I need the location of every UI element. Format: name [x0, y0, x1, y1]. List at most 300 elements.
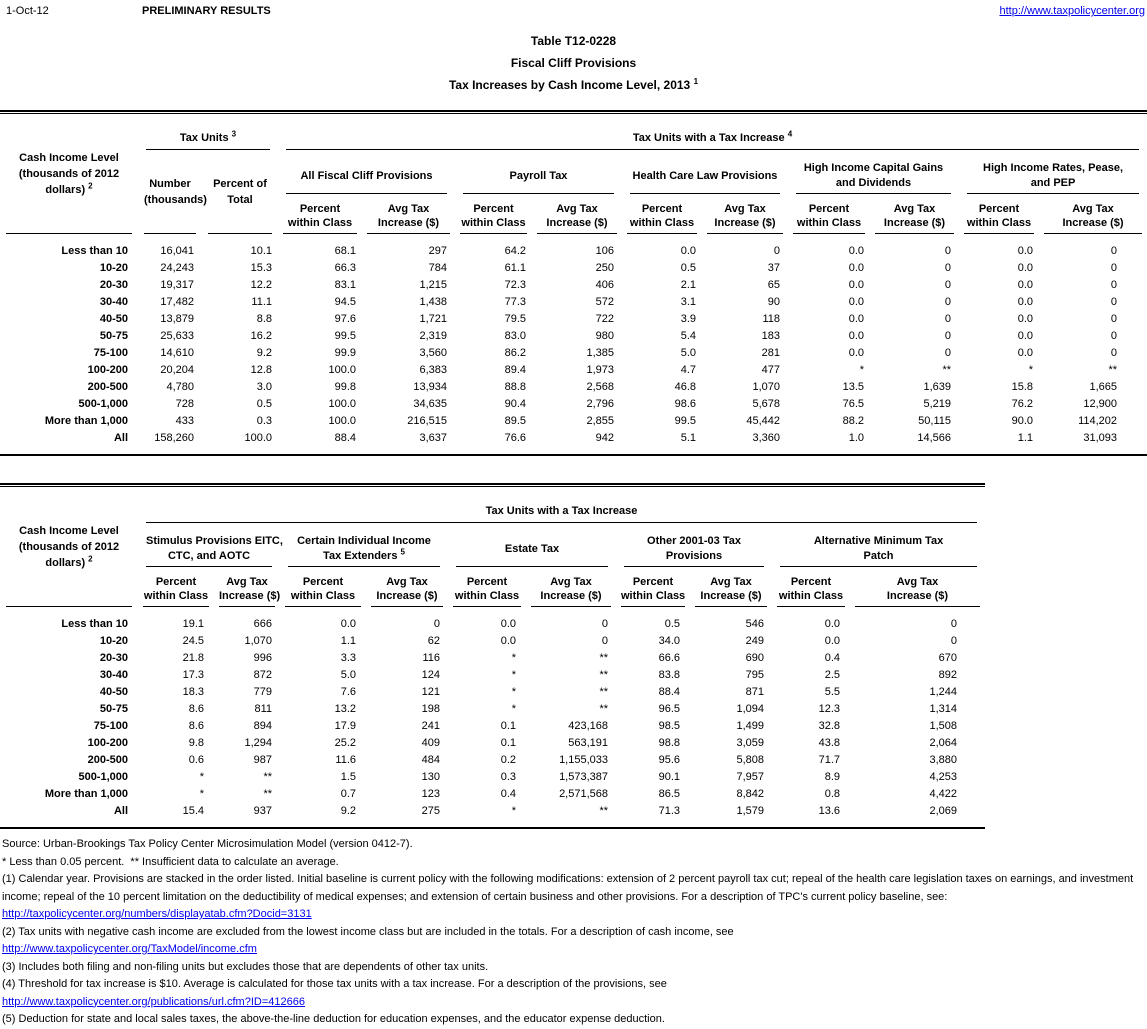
table-cell: 1.1	[1017, 432, 1033, 444]
group-header-stimulus-provisions: Stimulus Provisions EITC, CTC, and AOTC	[138, 523, 280, 567]
table-cell: 13,934	[413, 381, 447, 393]
table-cell: 670	[938, 652, 958, 664]
table-row	[0, 277, 1147, 294]
col-header-avg-tax-increase: Avg Tax Increase ($)	[532, 194, 622, 234]
table-description-title: Tax Increases by Cash Income Level, 2013 $^1$	[448, 77, 699, 92]
table-cell: 12.2	[250, 279, 272, 291]
table-cell: 0	[944, 347, 951, 359]
table-cell: 76.2	[1011, 398, 1033, 410]
table-cell: 1.5	[340, 771, 356, 783]
table-cell: 45,442	[746, 415, 780, 427]
table-cell: *	[199, 788, 204, 800]
table-cell: 89.5	[504, 415, 526, 427]
table-cell: 90.0	[1011, 415, 1033, 427]
table-cell: **	[599, 686, 608, 698]
col-header-percent-within-class: Percent within Class	[622, 194, 702, 234]
col-header-avg-tax-increase: Avg Tax Increase ($)	[702, 194, 788, 234]
row-label: 40-50	[99, 313, 128, 325]
col-header-avg-tax-increase: Avg Tax Increase ($)	[526, 567, 616, 607]
row-label: 200-500	[87, 754, 128, 766]
table-cell: 996	[253, 652, 272, 664]
table-cell: 83.8	[658, 669, 680, 681]
table-cell: 50,115	[918, 415, 951, 427]
table-cell: 1,579	[736, 805, 764, 817]
table-row	[0, 752, 985, 769]
table-cell: 98.8	[658, 737, 680, 749]
table-row	[0, 260, 1147, 277]
table2-bottom-rule	[0, 827, 985, 829]
table-cell: 2,796	[586, 398, 614, 410]
table-cell: 795	[745, 669, 764, 681]
table-cell: 21.8	[182, 652, 204, 664]
table-cell: 94.5	[334, 296, 356, 308]
table-cell: 83.0	[504, 330, 526, 342]
table-cell: 99.8	[334, 381, 356, 393]
table-cell: *	[511, 805, 516, 817]
table-cell: 5,219	[923, 398, 951, 410]
table-cell: 8,842	[736, 788, 764, 800]
table-cell: 722	[595, 313, 614, 325]
col-header-percent-within-class: Percent within Class	[788, 194, 870, 234]
table1-body	[0, 234, 1147, 447]
table-cell: 9.2	[256, 347, 272, 359]
table-cell: 1,215	[419, 279, 447, 291]
table-cell: 409	[421, 737, 440, 749]
table-cell: 6,383	[419, 364, 447, 376]
table-row	[0, 294, 1147, 311]
row-label: 30-40	[99, 296, 128, 308]
table-row	[0, 345, 1147, 362]
footnote-text: (4) Threshold for tax increase is $10. Average is calculated for those tax units with a tax increase. For a description of the provisions, see	[2, 978, 667, 990]
table-cell: 0.8	[824, 788, 840, 800]
table1-bottom-rule	[0, 454, 1147, 456]
table-cell: 116	[422, 652, 440, 664]
table-cell: 0.0	[500, 618, 516, 630]
table-cell: 980	[595, 330, 614, 342]
table-cell: 0	[773, 245, 780, 257]
table-cell: 0.0	[848, 262, 864, 274]
table-cell: 0	[950, 618, 958, 630]
table-cell: 46.8	[674, 381, 696, 393]
row-label: 75-100	[93, 347, 128, 359]
footnote-url[interactable]: http://www.taxpolicycenter.org/TaxModel/income.cfm	[2, 943, 257, 955]
table-cell: 1,639	[923, 381, 951, 393]
table-cell: 3,880	[929, 754, 958, 766]
table1-section	[0, 110, 1147, 456]
table-cell: 98.5	[658, 720, 680, 732]
table-cell: 0.0	[680, 245, 696, 257]
table-cell: 0	[433, 618, 440, 630]
table-cell: 8.9	[824, 771, 840, 783]
table-cell: 1,499	[736, 720, 764, 732]
table-cell: 0.2	[500, 754, 516, 766]
col-header-avg-tax-increase: Avg Tax Increase ($)	[690, 567, 772, 607]
table-cell: 7,957	[736, 771, 764, 783]
table-cell: 2,319	[419, 330, 447, 342]
row-label: All	[113, 805, 128, 817]
table-cell: 0	[1110, 279, 1118, 291]
table-cell: 66.6	[658, 652, 680, 664]
table-cell: 9.2	[340, 805, 356, 817]
table-cell: 13.6	[818, 805, 840, 817]
table-cell: 1,665	[1089, 381, 1118, 393]
col-header-percent-within-class: Percent within Class	[280, 567, 366, 607]
table-cell: 158,260	[154, 432, 194, 444]
table-cell: 4,780	[166, 381, 194, 393]
table-cell: 100.0	[328, 364, 356, 376]
table-cell: 0	[1110, 296, 1118, 308]
tax-increase-table-secondary	[0, 487, 985, 820]
row-label: More than 1,000	[44, 415, 128, 427]
table-cell: 10.1	[250, 245, 272, 257]
table-cell: 4,422	[929, 788, 958, 800]
col-header-avg-tax-increase: Avg Tax Increase ($)	[214, 567, 280, 607]
table-cell: *	[1028, 364, 1033, 376]
row-label: All	[113, 432, 128, 444]
table-cell: 942	[595, 432, 614, 444]
footnote-url[interactable]: http://www.taxpolicycenter.org/publications/url.cfm?ID=412666	[2, 995, 305, 1008]
table-cell: 0.0	[848, 245, 864, 257]
table-cell: 894	[253, 720, 272, 732]
footnote-link-line	[2, 941, 1147, 959]
table-cell: 2,069	[929, 805, 958, 817]
row-label: 100-200	[87, 364, 128, 376]
table-cell: 34.0	[658, 635, 680, 647]
table-cell: 0.0	[848, 313, 864, 325]
col-header-avg-tax-increase: Avg Tax Increase ($)	[362, 194, 455, 234]
table-cell: 5.1	[680, 432, 696, 444]
table-cell: 88.8	[504, 381, 526, 393]
table-cell: 121	[421, 686, 440, 698]
table-cell: 0	[950, 635, 958, 647]
tax-increase-table-main	[0, 114, 1147, 447]
table-cell: 96.5	[658, 703, 680, 715]
table-cell: 0.0	[1017, 296, 1033, 308]
table-cell: 3,560	[419, 347, 447, 359]
table-cell: 98.6	[674, 398, 696, 410]
table-cell: 297	[428, 245, 447, 257]
table-row	[0, 311, 1147, 328]
top-bar	[0, 0, 1147, 17]
table-cell: 68.1	[334, 245, 356, 257]
table-cell: 14,610	[160, 347, 194, 359]
table-cell: 16,041	[160, 245, 194, 257]
table-cell: 76.5	[842, 398, 864, 410]
table-cell: 12,900	[1083, 398, 1118, 410]
table-cell: 1,070	[244, 635, 272, 647]
table-row	[0, 667, 985, 684]
table-cell: 0.0	[1017, 245, 1033, 257]
footnote-marker-2: 2	[88, 553, 93, 563]
col-header-percent-within-class: Percent within Class	[959, 194, 1039, 234]
table-cell: 0.3	[500, 771, 516, 783]
table-cell: **	[599, 805, 608, 817]
table-cell: 0.1	[500, 720, 516, 732]
group-header-payroll-tax: Payroll Tax	[455, 150, 622, 194]
table-cell: 433	[175, 415, 194, 427]
table-cell: 100.0	[244, 432, 272, 444]
row-label: 500-1,000	[78, 771, 128, 783]
footnote-text: (3) Includes both filing and non-filing units but excludes those that are dependents of other tax units.	[2, 960, 489, 973]
table-cell: 13.2	[334, 703, 356, 715]
table-cell: 3.1	[680, 296, 696, 308]
table-cell: 71.3	[658, 805, 680, 817]
table-cell: 43.8	[818, 737, 840, 749]
table-cell: 0.4	[824, 652, 840, 664]
taxpolicycenter-link[interactable]: http://www.taxpolicycenter.org	[999, 5, 1145, 17]
span-header-tax-units-with-increase: Tax Units with a Tax Increase $^4$	[278, 114, 1147, 150]
table-cell: 0.7	[340, 788, 356, 800]
table-cell: 0	[601, 635, 608, 647]
row-label: 100-200	[87, 737, 128, 749]
row-label: 10-20	[99, 262, 128, 274]
table-row	[0, 328, 1147, 345]
table-number-title: Table T12-0228	[530, 34, 617, 48]
table-cell: *	[511, 703, 516, 715]
col-header-avg-tax-increase: Avg Tax Increase ($)	[1039, 194, 1147, 234]
table-cell: 14,566	[917, 432, 951, 444]
table-cell: 62	[427, 635, 440, 647]
table-row	[0, 701, 985, 718]
table-cell: 11.1	[251, 296, 272, 308]
span-header-tax-units: Tax Units $^3$	[138, 114, 278, 150]
table-row	[0, 786, 985, 803]
col-header-avg-tax-increase: Avg Tax Increase ($)	[850, 567, 985, 607]
table-cell: 12.8	[250, 364, 272, 376]
table-cell: 0.0	[340, 618, 356, 630]
table-cell: 25,633	[160, 330, 194, 342]
table-cell: 100.0	[328, 415, 356, 427]
table-cell: 0.0	[824, 618, 840, 630]
table-cell: 5.0	[680, 347, 696, 359]
table-cell: 0.5	[256, 398, 272, 410]
table-cell: 12.3	[818, 703, 840, 715]
row-label: 30-40	[99, 669, 128, 681]
col-header-avg-tax-increase: Avg Tax Increase ($)	[870, 194, 959, 234]
preliminary-results-label: PRELIMINARY RESULTS	[142, 5, 271, 17]
table-row	[0, 633, 985, 650]
table-cell: 1,070	[752, 381, 780, 393]
table-cell: 1,294	[244, 737, 272, 749]
table-row	[0, 234, 1147, 260]
table-cell: 0	[944, 262, 951, 274]
table-cell: 71.7	[818, 754, 840, 766]
table-cell: 97.6	[334, 313, 356, 325]
table-cell: *	[511, 669, 516, 681]
table-cell: *	[511, 686, 516, 698]
table-cell: 19.1	[182, 618, 204, 630]
table-cell: 779	[253, 686, 272, 698]
table-cell: 1,973	[586, 364, 614, 376]
table-cell: 1.1	[340, 635, 356, 647]
title-footnote-marker: 1	[693, 77, 699, 86]
table-cell: 65	[767, 279, 780, 291]
table-cell: *	[199, 771, 204, 783]
row-label: 50-75	[99, 330, 128, 342]
table-cell: 76.6	[504, 432, 526, 444]
table-cell: 0	[1110, 262, 1118, 274]
table-cell: 423,168	[568, 720, 608, 732]
table-cell: 1,155,033	[559, 754, 608, 766]
footnote-marker-3: 3	[231, 129, 237, 139]
table-cell: 86.5	[658, 788, 680, 800]
table-cell: 2,064	[929, 737, 958, 749]
table-cell: 24.5	[182, 635, 204, 647]
col-header-percent-within-class: Percent within Class	[455, 194, 532, 234]
table-cell: 0	[944, 245, 951, 257]
table-cell: 1,094	[736, 703, 764, 715]
table-cell: 20,204	[160, 364, 194, 376]
group-header-high-income-rates-pease-pep: High Income Rates, Pease, and PEP	[959, 150, 1147, 194]
table-cell: 31,093	[1083, 432, 1118, 444]
table-cell: 16.2	[250, 330, 272, 342]
table-cell: 0	[601, 618, 608, 630]
title-block	[0, 30, 1147, 96]
table-cell: 17.9	[334, 720, 356, 732]
table-cell: 7.6	[340, 686, 356, 698]
footnote-text: * Less than 0.05 percent. ** Insufficient data to calculate an average.	[2, 855, 339, 868]
table-cell: 0	[1110, 245, 1118, 257]
table-cell: 5,808	[736, 754, 764, 766]
table-cell: 9.8	[188, 737, 204, 749]
table-cell: 15.3	[250, 262, 272, 274]
table-cell: 0.0	[848, 279, 864, 291]
table-cell: 114,202	[1078, 415, 1118, 427]
table-cell: 937	[253, 805, 272, 817]
footnote-text: (2) Tax units with negative cash income are excluded from the lowest income class but are included in the totals. For a description of cash income, see	[2, 925, 734, 938]
table-cell: 88.2	[842, 415, 864, 427]
footnote-url[interactable]: http://taxpolicycenter.org/numbers/displayatab.cfm?Docid=3131	[2, 908, 312, 920]
footnote-text: (5) Deduction for state and local sales taxes, the above-the-line deduction for education expenses, and the educator expense deduction.	[2, 1013, 665, 1025]
table-cell: 3.0	[256, 381, 272, 393]
group-header-estate-tax: Estate Tax	[448, 523, 616, 567]
col-header-percent-within-class: Percent within Class	[278, 194, 362, 234]
table-cell: **	[263, 788, 272, 800]
table-cell: 728	[175, 398, 194, 410]
table-row	[0, 735, 985, 752]
table-cell: 66.3	[334, 262, 356, 274]
table-cell: 99.9	[334, 347, 356, 359]
table-cell: 690	[745, 652, 764, 664]
table-cell: 275	[421, 805, 440, 817]
table-cell: 0.0	[848, 330, 864, 342]
table-cell: **	[599, 652, 608, 664]
table-cell: 1,573,387	[559, 771, 608, 783]
table-cell: 17,482	[160, 296, 194, 308]
group-header-amt-patch: Alternative Minimum Tax Patch	[772, 523, 985, 567]
table-cell: *	[511, 652, 516, 664]
footnote-text: (1) Calendar year. Provisions are stacked in the order listed. Initial baseline is current policy with the following modifications: extension of 2 percent payroll tax cut; repeal of the health care legislation taxes on earnings, and investment income; repeal of the 10 percent limitation on the deductibility of medical expenses; and extension of certain business and other provisions. For a description of TPC's current policy baseline, see:	[2, 873, 1134, 903]
table-row	[0, 430, 1147, 447]
table-cell: 83.1	[334, 279, 356, 291]
footnote-marker-2: 2	[88, 180, 93, 190]
table-cell: 37	[767, 262, 780, 274]
row-label: 20-30	[99, 652, 128, 664]
table-cell: 0.5	[664, 618, 680, 630]
group-header-individual-income-tax-extenders: Certain Individual Income Tax Extenders $^5$	[280, 523, 448, 567]
col-header-percent-within-class: Percent within Class	[448, 567, 526, 607]
table-cell: 2.5	[824, 669, 840, 681]
table-cell: 99.5	[334, 330, 356, 342]
table-cell: 0	[1110, 347, 1118, 359]
group-header-high-income-capital-gains: High Income Capital Gains and Dividends	[788, 150, 959, 194]
table-cell: **	[599, 703, 608, 715]
table-cell: 666	[253, 618, 272, 630]
table-cell: 0.0	[1017, 313, 1033, 325]
table-cell: 4.7	[680, 364, 696, 376]
table-cell: 72.3	[504, 279, 526, 291]
table-cell: 64.2	[504, 245, 526, 257]
table-cell: **	[1108, 364, 1118, 376]
table-cell: 8.6	[188, 720, 204, 732]
table-cell: 118	[762, 313, 780, 325]
document-date: 1-Oct-12	[6, 5, 49, 17]
table-cell: 0	[944, 330, 951, 342]
table-cell: 811	[254, 703, 272, 715]
table-cell: 77.3	[504, 296, 526, 308]
table-cell: 24,243	[160, 262, 194, 274]
table-row	[0, 607, 985, 633]
group-header-all-fiscal-cliff: All Fiscal Cliff Provisions	[278, 150, 455, 194]
table-cell: 0.5	[680, 262, 696, 274]
table-cell: 86.2	[504, 347, 526, 359]
table-cell: 32.8	[818, 720, 840, 732]
table-cell: 13.5	[842, 381, 864, 393]
footnote-link-line	[2, 906, 1147, 924]
table-cell: 1,438	[419, 296, 447, 308]
table-cell: 79.5	[504, 313, 526, 325]
table-cell: 90	[767, 296, 780, 308]
table-cell: **	[942, 364, 951, 376]
table-cell: 871	[745, 686, 764, 698]
table-cell: 5.4	[680, 330, 696, 342]
table-cell: 106	[595, 245, 614, 257]
table-cell: 1,244	[929, 686, 958, 698]
table-cell: 8.8	[256, 313, 272, 325]
table-cell: 0.0	[848, 347, 864, 359]
row-label: 20-30	[99, 279, 128, 291]
table-row	[0, 803, 985, 820]
row-label: Less than 10	[61, 245, 128, 257]
span-header-tax-units-with-increase: Tax Units with a Tax Increase	[138, 487, 985, 523]
table-cell: 563,191	[568, 737, 608, 749]
table-cell: 3,059	[736, 737, 764, 749]
table-cell: 0.4	[500, 788, 516, 800]
table-cell: 0.0	[824, 635, 840, 647]
footnote-text: Source: Urban-Brookings Tax Policy Center Microsimulation Model (version 0412-7).	[2, 838, 413, 850]
table-cell: 5.0	[340, 669, 356, 681]
table-cell: 2,571,568	[559, 788, 608, 800]
table-cell: 18.3	[182, 686, 204, 698]
table-cell: 216,515	[407, 415, 447, 427]
table-cell: 19,317	[160, 279, 194, 291]
table-cell: 784	[428, 262, 447, 274]
table-cell: 572	[595, 296, 614, 308]
table-cell: 4,253	[929, 771, 958, 783]
table-cell: 3,637	[419, 432, 447, 444]
table-cell: 11.6	[335, 754, 356, 766]
table-cell: 89.4	[504, 364, 526, 376]
table-cell: 90.4	[504, 398, 526, 410]
table-cell: 88.4	[334, 432, 356, 444]
table-cell: 100.0	[328, 398, 356, 410]
footnotes-section	[0, 836, 1147, 1029]
table-cell: 99.5	[674, 415, 696, 427]
row-label: 75-100	[93, 720, 128, 732]
row-label: 50-75	[99, 703, 128, 715]
table-cell: 61.1	[504, 262, 526, 274]
table-cell: 241	[421, 720, 440, 732]
